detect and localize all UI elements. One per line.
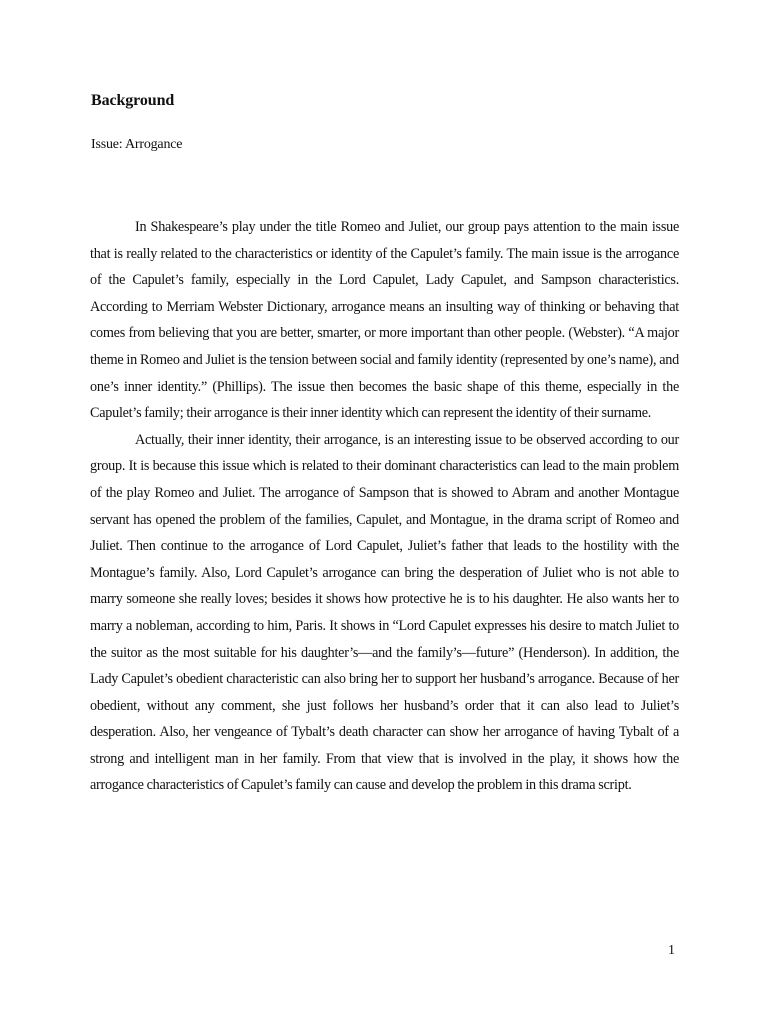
section-heading: Background — [91, 92, 175, 109]
issue-line: Issue: Arrogance — [91, 137, 183, 152]
paragraph-2: Actually, their inner identity, their arrogance, is an interesting issue to be observed according to our group. It is because this issue which is related to their dominant characteristics can lead to the main problem of the play Romeo and Juliet. The arrogance of Sampson that is showed to Abram and another Montague servant has opened the problem of the families, Capulet, and Montague, in the drama script of Romeo and Juliet. Then continue to the arrogance of Lord Capulet, Juliet’s father that leads to the hostility with the Montague’s family. Also, Lord Capulet’s arrogance can bring the desperation of Juliet who is not able to marry someone she really loves; besides it shows how protective he is to his daughter. He also wants her to marry a nobleman, according to him, Paris. It shows in “Lord Capulet expresses his desire to match Juliet to the suitor as the most suitable for his daughter’s—and the family’s—future” (Henderson). In addition, the Lady Capulet’s obedient characteristic can also bring her to support her husband’s arrogance. Because of her obedient, without any comment, she just follows her husband’s order that it can also lead to Juliet’s desperation. Also, her vengeance of Tybalt’s death character can show her arrogance of having Tybalt of a strong and intelligent man in her family. From that view that is involved in the play, it shows how the arrogance characteristics of Capulet’s family can cause and develop the problem in this drama script. — [90, 431, 679, 794]
paragraph-1: In Shakespeare’s play under the title Romeo and Juliet, our group pays attention to the main issue that is really related to the characteristics or identity of the Capulet’s family. The main issue is the arrogance of the Capulet’s family, especially in the Lord Capulet, Lady Capulet, and Sampson characteristics. According to Merriam Webster Dictionary, arrogance means an insulting way of thinking or behaving that comes from believing that you are better, smarter, or more important than other people. (Webster). “A major theme in Romeo and Juliet is the tension between social and family identity (represented by one’s name), and one’s inner identity.” (Phillips). The issue then becomes the basic shape of this theme, especially in the Capulet’s family; their arrogance is their inner identity which can represent the identity of their surname. — [90, 219, 679, 422]
page-number: 1 — [668, 943, 675, 958]
body-text — [90, 214, 679, 799]
